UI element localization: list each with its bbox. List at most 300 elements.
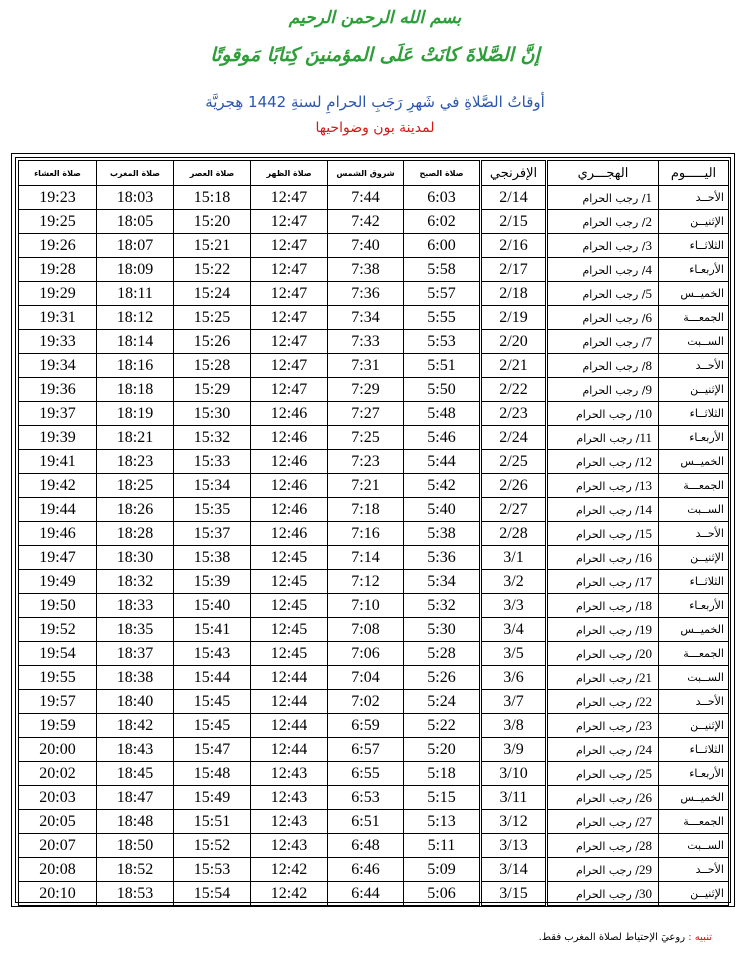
basmala-heading: بسم الله الرحمن الرحيم [288, 8, 462, 28]
cell-sunrise: 6:57 [328, 738, 404, 762]
cell-asr: 15:30 [174, 402, 251, 426]
hijri-month-name: رجب الحرام [575, 551, 632, 565]
hijri-month-name: رجب الحرام [575, 407, 632, 421]
hijri-day-number: 7 [645, 333, 652, 349]
hijri-day-number: 4 [645, 261, 652, 277]
cell-day: الســبت [659, 834, 729, 858]
cell-day: الإثنيــن [659, 210, 729, 234]
footer-note-text: روعيَ الإحتياط لصلاة المغرب فقط. [538, 932, 686, 943]
table-row [19, 426, 729, 450]
hijri-month-name: رجب الحرام [575, 503, 632, 517]
cell-dhuhr: 12:45 [251, 570, 328, 594]
cell-sunrise: 7:34 [328, 306, 404, 330]
hijri-month-name: رجب الحرام [575, 599, 632, 613]
table-row [19, 882, 729, 906]
cell-hijri: 18/ رجب الحرام [547, 594, 659, 618]
cell-fajr: 5:57 [404, 282, 481, 306]
cell-gregorian: 2/15 [481, 210, 547, 234]
cell-isha: 19:44 [19, 498, 97, 522]
cell-gregorian: 3/9 [481, 738, 547, 762]
hijri-month-name: رجب الحرام [576, 431, 633, 445]
cell-asr: 15:22 [174, 258, 251, 282]
cell-maghrib: 18:26 [97, 498, 174, 522]
table-row [19, 402, 729, 426]
col-header-gregorian: الإفرنجي [481, 161, 547, 186]
hijri-day-number: 18 [639, 597, 652, 613]
cell-maghrib: 18:33 [97, 594, 174, 618]
cell-day: الخميــس [659, 450, 729, 474]
cell-fajr: 5:44 [404, 450, 481, 474]
cell-fajr: 5:30 [404, 618, 481, 642]
cell-maghrib: 18:47 [97, 786, 174, 810]
cell-gregorian: 3/10 [481, 762, 547, 786]
cell-day: الثلاثــاء [659, 234, 729, 258]
cell-fajr: 5:24 [404, 690, 481, 714]
cell-dhuhr: 12:44 [251, 690, 328, 714]
cell-asr: 15:35 [174, 498, 251, 522]
hijri-month-name: رجب الحرام [575, 647, 632, 661]
cell-asr: 15:47 [174, 738, 251, 762]
cell-gregorian: 3/1 [481, 546, 547, 570]
cell-hijri: 26/ رجب الحرام [547, 786, 659, 810]
table-row [19, 282, 729, 306]
cell-maghrib: 18:37 [97, 642, 174, 666]
cell-sunrise: 7:12 [328, 570, 404, 594]
table-row [19, 810, 729, 834]
cell-maghrib: 18:53 [97, 882, 174, 906]
cell-dhuhr: 12:44 [251, 738, 328, 762]
cell-fajr: 5:22 [404, 714, 481, 738]
cell-isha: 19:28 [19, 258, 97, 282]
cell-dhuhr: 12:47 [251, 186, 328, 210]
cell-gregorian: 3/2 [481, 570, 547, 594]
table-row [19, 378, 729, 402]
hijri-month-name: رجب الحرام [575, 479, 632, 493]
cell-day: الجمعـــة [659, 642, 729, 666]
cell-maghrib: 18:18 [97, 378, 174, 402]
hijri-day-number: 2 [645, 213, 652, 229]
hijri-day-number: 6 [645, 309, 652, 325]
cell-dhuhr: 12:46 [251, 498, 328, 522]
table-row [19, 858, 729, 882]
hijri-month-name: رجب الحرام [575, 743, 632, 757]
hijri-month-name: رجب الحرام [575, 671, 632, 685]
hijri-day-number: 3 [645, 237, 652, 253]
cell-hijri: 4/ رجب الحرام [547, 258, 659, 282]
cell-asr: 15:52 [174, 834, 251, 858]
col-header-sunrise: شروق الشمس [328, 161, 404, 186]
cell-fajr: 5:32 [404, 594, 481, 618]
cell-maghrib: 18:07 [97, 234, 174, 258]
cell-gregorian: 3/3 [481, 594, 547, 618]
hijri-day-number: 30 [639, 885, 652, 901]
hijri-day-number: 10 [639, 405, 652, 421]
cell-hijri: 22/ رجب الحرام [547, 690, 659, 714]
cell-maghrib: 18:09 [97, 258, 174, 282]
cell-hijri: 15/ رجب الحرام [547, 522, 659, 546]
hijri-month-name: رجب الحرام [582, 383, 639, 397]
table-row [19, 786, 729, 810]
hijri-month-name: رجب الحرام [582, 215, 639, 229]
cell-day: الإثنيــن [659, 546, 729, 570]
cell-sunrise: 7:42 [328, 210, 404, 234]
cell-sunrise: 6:46 [328, 858, 404, 882]
table-row [19, 498, 729, 522]
cell-isha: 20:00 [19, 738, 97, 762]
cell-hijri: 20/ رجب الحرام [547, 642, 659, 666]
cell-dhuhr: 12:45 [251, 618, 328, 642]
cell-maghrib: 18:48 [97, 810, 174, 834]
cell-gregorian: 3/8 [481, 714, 547, 738]
cell-sunrise: 6:55 [328, 762, 404, 786]
cell-day: الخميــس [659, 282, 729, 306]
table-row [19, 618, 729, 642]
hijri-month-name: رجب الحرام [575, 575, 632, 589]
cell-isha: 19:37 [19, 402, 97, 426]
cell-isha: 19:54 [19, 642, 97, 666]
cell-isha: 20:08 [19, 858, 97, 882]
hijri-day-number: 29 [639, 861, 652, 877]
cell-day: الخميــس [659, 786, 729, 810]
cell-sunrise: 7:02 [328, 690, 404, 714]
cell-day: الثلاثــاء [659, 738, 729, 762]
hijri-day-number: 17 [639, 573, 652, 589]
cell-asr: 15:43 [174, 642, 251, 666]
cell-asr: 15:49 [174, 786, 251, 810]
cell-hijri: 8/ رجب الحرام [547, 354, 659, 378]
hijri-month-name: رجب الحرام [582, 359, 639, 373]
hijri-month-name: رجب الحرام [582, 191, 639, 205]
cell-dhuhr: 12:47 [251, 330, 328, 354]
table-row [19, 234, 729, 258]
cell-maghrib: 18:16 [97, 354, 174, 378]
hijri-month-name: رجب الحرام [575, 623, 632, 637]
cell-asr: 15:40 [174, 594, 251, 618]
cell-isha: 19:49 [19, 570, 97, 594]
hijri-day-number: 8 [645, 357, 652, 373]
page-title: أوقاتُ الصَّلاةِ في شَهرِ رَجَبِ الحرامِ لسنةِ 1442 هِجريَّة [205, 93, 545, 111]
cell-gregorian: 2/23 [481, 402, 547, 426]
cell-sunrise: 7:04 [328, 666, 404, 690]
table-row [19, 834, 729, 858]
cell-day: الأحــد [659, 354, 729, 378]
cell-dhuhr: 12:46 [251, 522, 328, 546]
cell-hijri: 29/ رجب الحرام [547, 858, 659, 882]
cell-hijri: 10/ رجب الحرام [547, 402, 659, 426]
cell-dhuhr: 12:47 [251, 354, 328, 378]
cell-sunrise: 7:27 [328, 402, 404, 426]
hijri-day-number: 5 [645, 285, 652, 301]
cell-gregorian: 2/26 [481, 474, 547, 498]
col-header-day: اليـــــوم [659, 161, 729, 186]
cell-gregorian: 2/27 [481, 498, 547, 522]
hijri-day-number: 19 [639, 621, 652, 637]
cell-dhuhr: 12:44 [251, 714, 328, 738]
cell-fajr: 5:38 [404, 522, 481, 546]
cell-sunrise: 7:38 [328, 258, 404, 282]
cell-isha: 19:55 [19, 666, 97, 690]
cell-fajr: 6:02 [404, 210, 481, 234]
cell-dhuhr: 12:45 [251, 642, 328, 666]
cell-dhuhr: 12:46 [251, 426, 328, 450]
cell-asr: 15:21 [174, 234, 251, 258]
cell-sunrise: 7:10 [328, 594, 404, 618]
cell-maghrib: 18:11 [97, 282, 174, 306]
cell-sunrise: 7:44 [328, 186, 404, 210]
cell-maghrib: 18:32 [97, 570, 174, 594]
cell-gregorian: 2/28 [481, 522, 547, 546]
cell-day: الجمعـــة [659, 306, 729, 330]
table-row [19, 738, 729, 762]
cell-isha: 19:52 [19, 618, 97, 642]
cell-fajr: 5:50 [404, 378, 481, 402]
col-header-dhuhr: صلاة الظهر [251, 161, 328, 186]
col-header-asr: صلاة العصر [174, 161, 251, 186]
cell-fajr: 5:51 [404, 354, 481, 378]
cell-asr: 15:45 [174, 690, 251, 714]
cell-dhuhr: 12:45 [251, 594, 328, 618]
cell-isha: 20:07 [19, 834, 97, 858]
cell-maghrib: 18:35 [97, 618, 174, 642]
cell-sunrise: 7:40 [328, 234, 404, 258]
hijri-month-name: رجب الحرام [575, 863, 632, 877]
cell-gregorian: 3/7 [481, 690, 547, 714]
cell-gregorian: 2/25 [481, 450, 547, 474]
cell-day: الأربعـاء [659, 594, 729, 618]
cell-isha: 20:05 [19, 810, 97, 834]
table-row [19, 450, 729, 474]
cell-sunrise: 7:23 [328, 450, 404, 474]
cell-day: الأربعـاء [659, 762, 729, 786]
cell-fajr: 5:53 [404, 330, 481, 354]
cell-hijri: 30/ رجب الحرام [547, 882, 659, 906]
cell-day: الأحــد [659, 690, 729, 714]
cell-asr: 15:44 [174, 666, 251, 690]
cell-maghrib: 18:23 [97, 450, 174, 474]
cell-day: الخميــس [659, 618, 729, 642]
cell-maghrib: 18:50 [97, 834, 174, 858]
hijri-day-number: 24 [639, 741, 652, 757]
footer-note [0, 932, 712, 943]
cell-asr: 15:51 [174, 810, 251, 834]
cell-dhuhr: 12:46 [251, 474, 328, 498]
cell-maghrib: 18:43 [97, 738, 174, 762]
cell-asr: 15:34 [174, 474, 251, 498]
col-header-fajr: صلاة الصبح [404, 161, 481, 186]
cell-isha: 19:39 [19, 426, 97, 450]
table-row [19, 522, 729, 546]
hijri-day-number: 1 [645, 189, 652, 205]
cell-isha: 19:46 [19, 522, 97, 546]
cell-isha: 20:02 [19, 762, 97, 786]
hijri-month-name: رجب الحرام [582, 287, 639, 301]
cell-fajr: 5:34 [404, 570, 481, 594]
cell-day: الثلاثــاء [659, 402, 729, 426]
cell-maghrib: 18:42 [97, 714, 174, 738]
table-row [19, 258, 729, 282]
cell-day: الســبت [659, 666, 729, 690]
cell-isha: 19:50 [19, 594, 97, 618]
cell-sunrise: 7:29 [328, 378, 404, 402]
hijri-month-name: رجب الحرام [575, 719, 632, 733]
cell-hijri: 2/ رجب الحرام [547, 210, 659, 234]
cell-sunrise: 7:25 [328, 426, 404, 450]
cell-dhuhr: 12:47 [251, 282, 328, 306]
cell-maghrib: 18:45 [97, 762, 174, 786]
footer-note-label: تنبيه : [688, 932, 712, 943]
cell-isha: 19:29 [19, 282, 97, 306]
cell-asr: 15:28 [174, 354, 251, 378]
cell-maghrib: 18:14 [97, 330, 174, 354]
cell-dhuhr: 12:47 [251, 258, 328, 282]
cell-day: الأحــد [659, 858, 729, 882]
table-row [19, 474, 729, 498]
cell-dhuhr: 12:42 [251, 882, 328, 906]
cell-dhuhr: 12:47 [251, 234, 328, 258]
hijri-month-name: رجب الحرام [582, 311, 639, 325]
cell-sunrise: 7:18 [328, 498, 404, 522]
cell-gregorian: 3/13 [481, 834, 547, 858]
cell-fajr: 5:46 [404, 426, 481, 450]
table-row [19, 186, 729, 210]
col-header-isha: صلاة العشاء [19, 161, 97, 186]
cell-asr: 15:41 [174, 618, 251, 642]
cell-asr: 15:39 [174, 570, 251, 594]
hijri-month-name: رجب الحرام [582, 335, 639, 349]
hijri-day-number: 13 [639, 477, 652, 493]
prayer-times-table [18, 160, 729, 906]
cell-hijri: 12/ رجب الحرام [547, 450, 659, 474]
cell-fajr: 5:13 [404, 810, 481, 834]
table-row [19, 354, 729, 378]
hijri-day-number: 21 [639, 669, 652, 685]
cell-gregorian: 2/19 [481, 306, 547, 330]
cell-day: الثلاثــاء [659, 570, 729, 594]
cell-isha: 19:57 [19, 690, 97, 714]
cell-gregorian: 3/11 [481, 786, 547, 810]
hijri-month-name: رجب الحرام [575, 887, 632, 901]
cell-day: الإثنيــن [659, 882, 729, 906]
cell-day: الســبت [659, 330, 729, 354]
hijri-day-number: 9 [645, 381, 652, 397]
cell-hijri: 27/ رجب الحرام [547, 810, 659, 834]
cell-sunrise: 6:59 [328, 714, 404, 738]
cell-dhuhr: 12:45 [251, 546, 328, 570]
cell-isha: 19:59 [19, 714, 97, 738]
cell-day: الأربعـاء [659, 426, 729, 450]
cell-maghrib: 18:38 [97, 666, 174, 690]
cell-gregorian: 3/15 [481, 882, 547, 906]
cell-isha: 19:23 [19, 186, 97, 210]
table-frame [11, 153, 735, 907]
cell-isha: 19:26 [19, 234, 97, 258]
cell-sunrise: 7:14 [328, 546, 404, 570]
cell-dhuhr: 12:47 [251, 210, 328, 234]
cell-isha: 19:41 [19, 450, 97, 474]
col-header-hijri: الهجـــري [547, 161, 659, 186]
cell-fajr: 5:42 [404, 474, 481, 498]
hijri-month-name: رجب الحرام [575, 815, 632, 829]
cell-sunrise: 7:06 [328, 642, 404, 666]
cell-maghrib: 18:05 [97, 210, 174, 234]
cell-sunrise: 7:36 [328, 282, 404, 306]
cell-isha: 19:33 [19, 330, 97, 354]
cell-dhuhr: 12:46 [251, 402, 328, 426]
hijri-day-number: 16 [639, 549, 652, 565]
cell-hijri: 24/ رجب الحرام [547, 738, 659, 762]
hijri-day-number: 27 [639, 813, 652, 829]
cell-day: الإثنيــن [659, 378, 729, 402]
cell-dhuhr: 12:47 [251, 378, 328, 402]
hijri-day-number: 23 [639, 717, 652, 733]
cell-hijri: 14/ رجب الحرام [547, 498, 659, 522]
cell-asr: 15:24 [174, 282, 251, 306]
table-row [19, 306, 729, 330]
hijri-day-number: 22 [639, 693, 652, 709]
cell-isha: 19:47 [19, 546, 97, 570]
cell-fajr: 5:18 [404, 762, 481, 786]
cell-asr: 15:18 [174, 186, 251, 210]
table-row [19, 714, 729, 738]
cell-asr: 15:37 [174, 522, 251, 546]
table-row [19, 666, 729, 690]
cell-fajr: 5:36 [404, 546, 481, 570]
cell-maghrib: 18:21 [97, 426, 174, 450]
cell-fajr: 5:40 [404, 498, 481, 522]
cell-maghrib: 18:52 [97, 858, 174, 882]
cell-isha: 19:25 [19, 210, 97, 234]
cell-day: الجمعـــة [659, 810, 729, 834]
cell-maghrib: 18:40 [97, 690, 174, 714]
cell-hijri: 1/ رجب الحرام [547, 186, 659, 210]
cell-day: الإثنيــن [659, 714, 729, 738]
cell-asr: 15:33 [174, 450, 251, 474]
ayah-heading: إنَّ الصَّلاةَ كانَتْ عَلَى المؤمنينَ كِتابًا مَوقوتًا [210, 44, 540, 66]
cell-sunrise: 6:44 [328, 882, 404, 906]
cell-asr: 15:26 [174, 330, 251, 354]
table-row [19, 594, 729, 618]
hijri-month-name: رجب الحرام [582, 239, 639, 253]
cell-fajr: 5:28 [404, 642, 481, 666]
cell-asr: 15:25 [174, 306, 251, 330]
table-row [19, 546, 729, 570]
table-row [19, 570, 729, 594]
cell-sunrise: 7:16 [328, 522, 404, 546]
hijri-month-name: رجب الحرام [582, 263, 639, 277]
cell-isha: 19:42 [19, 474, 97, 498]
cell-asr: 15:29 [174, 378, 251, 402]
cell-maghrib: 18:03 [97, 186, 174, 210]
cell-gregorian: 3/12 [481, 810, 547, 834]
cell-maghrib: 18:28 [97, 522, 174, 546]
cell-dhuhr: 12:46 [251, 450, 328, 474]
hijri-month-name: رجب الحرام [575, 791, 632, 805]
cell-hijri: 3/ رجب الحرام [547, 234, 659, 258]
cell-hijri: 17/ رجب الحرام [547, 570, 659, 594]
table-row [19, 330, 729, 354]
cell-asr: 15:38 [174, 546, 251, 570]
table-header-row [19, 161, 729, 186]
cell-hijri: 5/ رجب الحرام [547, 282, 659, 306]
cell-dhuhr: 12:44 [251, 666, 328, 690]
cell-gregorian: 3/4 [481, 618, 547, 642]
cell-isha: 19:36 [19, 378, 97, 402]
cell-gregorian: 2/21 [481, 354, 547, 378]
cell-fajr: 5:55 [404, 306, 481, 330]
cell-gregorian: 2/22 [481, 378, 547, 402]
cell-day: الجمعـــة [659, 474, 729, 498]
hijri-day-number: 15 [639, 525, 652, 541]
